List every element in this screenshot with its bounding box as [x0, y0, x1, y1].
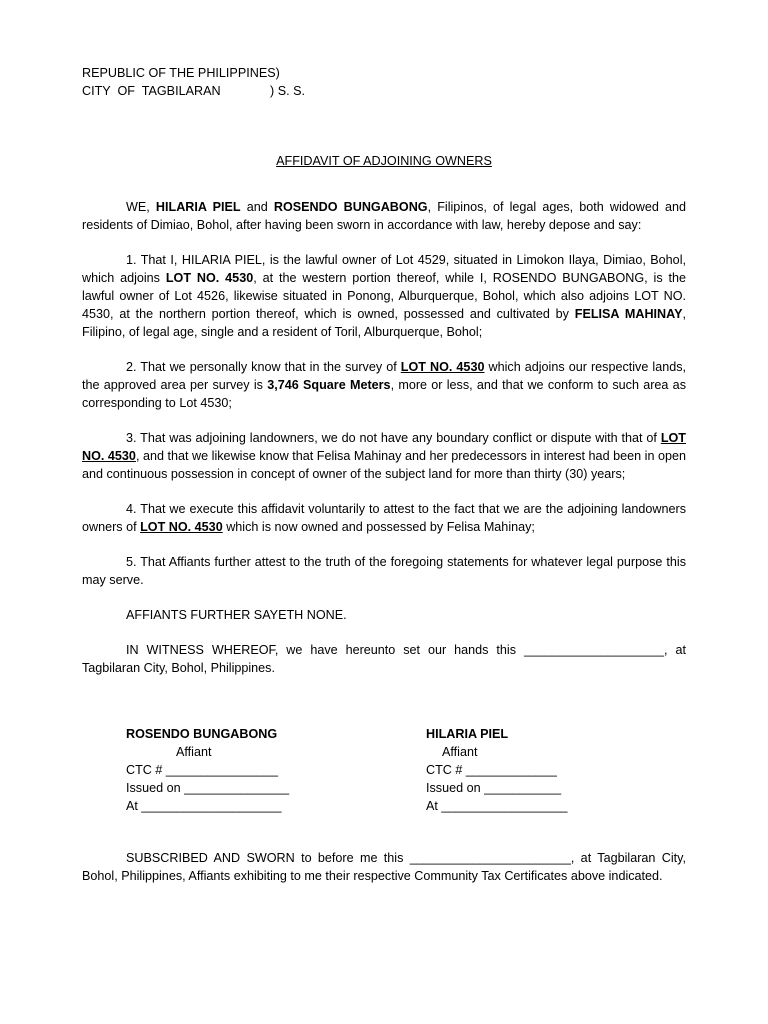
- witness-text-2: , at Tagbilaran City, Bohol, Philippines.: [82, 643, 686, 675]
- p3-text-1: 3. That was adjoining landowners, we do not have any boundary conflict or dispute with that of: [126, 431, 661, 445]
- venue-city: CITY OF TAGBILARAN: [82, 84, 221, 98]
- witness-paragraph: [82, 641, 686, 677]
- ctc-line: CTC # ________________: [126, 763, 278, 777]
- signatory-name: ROSENDO BUNGABONG: [126, 727, 278, 741]
- p1-owner-name: FELISA MAHINAY: [574, 307, 683, 321]
- signatory-name: HILARIA PIEL: [426, 727, 509, 741]
- p1-text-1: 1. That I, HILARIA PIEL, is the lawful owner of Lot 4529, situated in Limokon Ilaya, Dimiao, Bohol, which adjoins: [82, 253, 686, 285]
- p2-text-2: which adjoins our respective lands, the approved area per survey is: [82, 360, 686, 392]
- signatory-right: [426, 725, 626, 815]
- intro-text-3: , Filipinos, of legal ages, both widowed and residents of Dimiao, Bohol, after having been sworn in accordance with law, hereby depose and say:: [82, 200, 686, 232]
- paragraph-1: [82, 251, 686, 341]
- intro-text-1: WE,: [126, 200, 156, 214]
- p1-lot-number: LOT NO. 4530: [165, 271, 254, 285]
- intro-paragraph: [82, 198, 686, 234]
- signatory-left: [126, 725, 326, 815]
- ctc-line: CTC # _____________: [426, 763, 557, 777]
- document-title: AFFIDAVIT OF ADJOINING OWNERS: [276, 154, 492, 168]
- signatory-role: Affiant: [176, 745, 212, 759]
- signatory-role: Affiant: [442, 745, 478, 759]
- paragraph-5: 5. That Affiants further attest to the truth of the foregoing statements for whatever legal purpose this may serve.: [82, 555, 686, 587]
- issued-on-line: Issued on ___________: [426, 781, 562, 795]
- jurat-date-blank: _______________________: [409, 851, 571, 865]
- venue-header: [82, 64, 686, 100]
- venue-line-1: [82, 64, 686, 82]
- jurat-paragraph: [82, 849, 686, 885]
- p4-text-1: 4. That we execute this affidavit voluntarily to attest to the fact that we are the adjoining landowners owners of: [82, 502, 686, 534]
- paragraph-2: [82, 358, 686, 412]
- venue-line-2: [82, 82, 686, 100]
- witness-date-blank: ____________________: [523, 643, 665, 657]
- p1-text-3: , Filipino, of legal age, single and a resident of Toril, Alburquerque, Bohol;: [82, 307, 686, 339]
- p3-text-2: , and that we likewise know that Felisa Mahinay and her predecessors in interest had been in open and continuous possession in concept of owner of the subject land for more than thirty (30) years;: [82, 449, 686, 481]
- p4-text-2: which is now owned and possessed by Felisa Mahinay;: [222, 520, 535, 534]
- signature-block: [82, 725, 686, 815]
- intro-text-2: and: [240, 200, 274, 214]
- issued-at-line: At __________________: [426, 799, 568, 813]
- venue-republic: REPUBLIC OF THE PHILIPPINES): [82, 66, 280, 80]
- intro-name-hilaria: HILARIA PIEL: [155, 200, 241, 214]
- venue-ss: ) S. S.: [270, 84, 305, 98]
- p2-area: 3,746 Square Meters: [267, 378, 391, 392]
- jurat-text-1: SUBSCRIBED AND SWORN to before me this: [126, 851, 410, 865]
- p3-lot-number: LOT NO. 4530: [82, 431, 686, 463]
- p1-text-2: , at the western portion thereof, while I, ROSENDO BUNGABONG, is the lawful owner of Lot 4526, likewise situated in Ponong, Alburquerque, Bohol, which also adjoins LOT NO. 4530, at the northern portion thereof, which is owned, possessed and cultivated by: [82, 271, 686, 321]
- paragraph-3: [82, 429, 686, 483]
- witness-text-1: IN WITNESS WHEREOF, we have hereunto set our hands this: [126, 643, 524, 657]
- intro-name-rosendo: ROSENDO BUNGABONG: [273, 200, 428, 214]
- p4-lot-number: LOT NO. 4530: [140, 520, 223, 534]
- p2-lot-number: LOT NO. 4530: [400, 360, 485, 374]
- p2-text-3: , more or less, and that we conform to such area as corresponding to Lot 4530;: [82, 378, 686, 410]
- paragraph-4: [82, 500, 686, 536]
- sayeth-none: AFFIANTS FURTHER SAYETH NONE.: [126, 608, 347, 622]
- p2-text-1: 2. That we personally know that in the survey of: [126, 360, 401, 374]
- jurat-text-2: , at Tagbilaran City, Bohol, Philippines, Affiants exhibiting to me their respective Community Tax Certificates above indicated.: [82, 851, 687, 883]
- issued-on-line: Issued on _______________: [126, 781, 290, 795]
- issued-at-line: At ____________________: [126, 799, 282, 813]
